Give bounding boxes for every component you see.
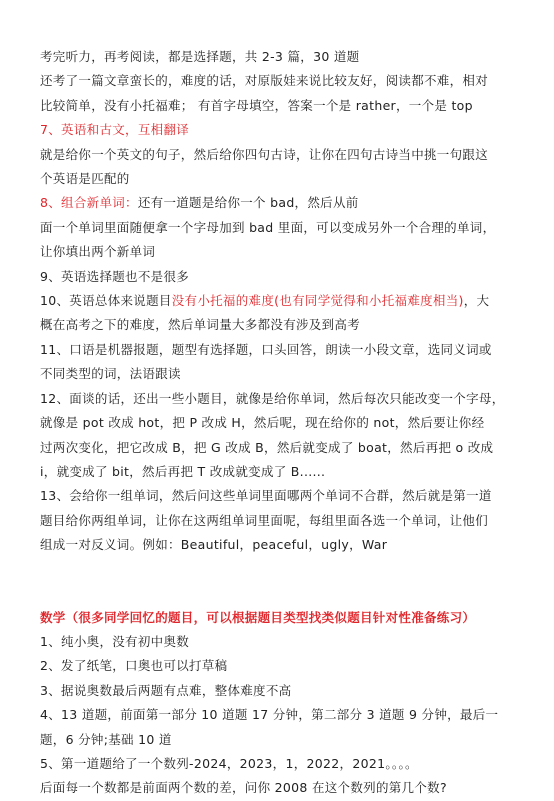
item-10-line-1 (40, 289, 520, 313)
english-text-line-2: 还考了一篇文章蛮长的，难度的话，对原版娃来说比较友好，阅读都不难，相对 (40, 73, 489, 89)
document-page (40, 45, 520, 801)
math-item-1: 1、纯小奥，没有初中奥数 (40, 633, 190, 649)
item-8-text: 还有一道题是给你一个 bad，然后从前 (137, 195, 359, 211)
item-11-line-1: 11、口语是机器报题，题型有选择题，口头回答，朗读一小段文章，选同义词或 (40, 341, 492, 357)
item-10-suffix: ，大 (463, 293, 490, 309)
item-7-line-1: 就是给你一个英文的句子，然后给你四句古诗，让你在四句古诗当中挑一句跟这 (40, 146, 489, 162)
math-section-heading: 数学（很多同学回忆的题目，可以根据题目类型找类似题目针对性准备练习） (40, 609, 476, 625)
section-gap (40, 558, 520, 582)
item-8-heading: 8、组合新单词： (40, 195, 138, 211)
math-item-4-line-2: 题，6 分钟;基础 10 道 (40, 731, 172, 747)
math-item-5-line-1: 5、第一道题给了一个数列-2024，2023，1，2022，2021。。。。 (40, 755, 418, 771)
section-gap (40, 582, 520, 606)
item-8-line-3: 让你填出两个新单词 (40, 244, 156, 260)
item-12-line-4: i，就变成了 bit，然后再把 T 改成就变成了 B...... (40, 463, 326, 479)
item-13-line-1: 13、会给你一组单词，然后问这些单词里面哪两个单词不合群，然后就是第一道 (40, 488, 492, 504)
item-9: 9、英语选择题也不是很多 (40, 268, 190, 284)
item-8-line-1 (40, 191, 520, 215)
item-8-line-2: 面一个单词里面随便拿一个字母加到 bad 里面，可以变成另外一个合理的单词， (40, 219, 496, 235)
item-12-line-3: 过两次变化，把它改成 B，把 G 改成 B，然后就变成了 boat，然后再把 o 改成 (40, 439, 494, 455)
item-12-line-1: 12、面谈的话，还出一些小题目，就像是给你单词，然后每次只能改变一个字母， (40, 390, 505, 406)
item-7-heading: 7、英语和古文，互相翻译 (40, 122, 190, 138)
item-7-line-2: 个英语是匹配的 (40, 171, 130, 187)
item-10-highlight: 没有小托福的难度(也有同学觉得和小托福难度相当) (171, 293, 464, 309)
math-item-2: 2、发了纸笔，口奥也可以打草稿 (40, 658, 228, 674)
english-text-line-3: 比较简单，没有小托福难； 有首字母填空，答案一个是 rather，一个是 top (40, 97, 473, 113)
item-12-line-2: 就像是 pot 改成 hot，把 P 改成 H，然后呢，现在给你的 not，然后要让你经 (40, 415, 485, 431)
english-text-line-1: 考完听力，再考阅读，都是选择题，共 2-3 篇，30 道题 (40, 49, 360, 64)
item-13-line-3: 组成一对反义词。例如：Beautiful，peaceful，ugly，War (40, 537, 388, 553)
item-13-line-2: 题目给你两组单词，让你在这两组单词里面呢，每组里面各选一个单词，让他们 (40, 512, 489, 528)
item-10-line-2: 概在高考之下的难度，然后单词量大多都没有涉及到高考 (40, 317, 361, 333)
item-11-line-2: 不同类型的词，法语跟读 (40, 366, 181, 382)
math-item-5-line-2: 后面每一个数都是前面两个数的差，问你 2008 在这个数列的第几个数? (40, 780, 447, 796)
math-item-4-line-1: 4、13 道题，前面第一部分 10 道题 17 分钟，第二部分 3 道题 9 分钟，最后一 (40, 707, 499, 723)
item-10-prefix: 10、英语总体来说题目 (40, 293, 172, 309)
math-item-3: 3、据说奥数最后两题有点难，整体难度不高 (40, 682, 292, 698)
